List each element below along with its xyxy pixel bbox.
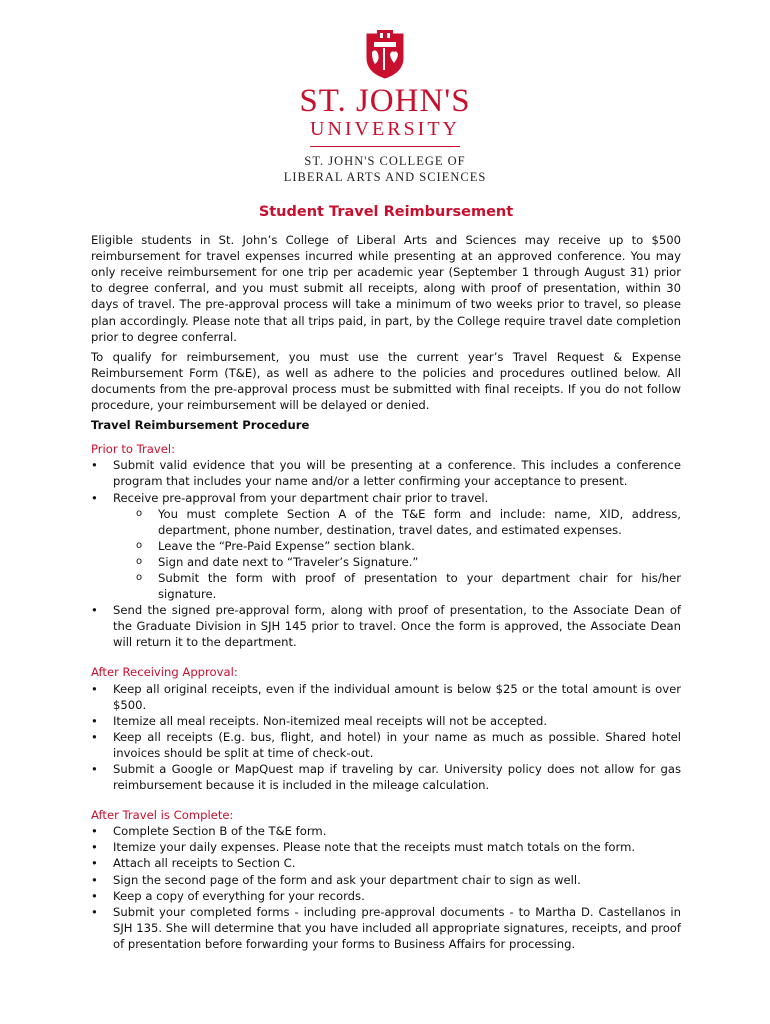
university-seal-logo [363, 30, 407, 80]
letterhead [0, 30, 770, 185]
college-name [0, 146, 770, 185]
list-item: • Submit valid evidence that you will be presenting at a conference. This includes a conference program that includes your name and/or a letter confirming your acceptance to present. [91, 457, 681, 489]
sub-list-item: o Sign and date next to “Traveler’s Signature.” [91, 554, 681, 570]
prior-to-travel-list [91, 457, 681, 650]
list-item: • Keep all original receipts, even if the individual amount is below $25 or the total amount is over $500. [91, 681, 681, 713]
list-item: • Receive pre-approval from your department chair prior to travel. [91, 490, 681, 506]
document-body [91, 204, 681, 952]
list-item: • Submit your completed forms - including pre-approval documents - to Martha D. Castellanos in SJH 135. She will determine that you have included all appropriate signatures, receipts, and proof of presentation before forwarding your forms to Business Affairs for processing. [91, 904, 681, 952]
after-travel-heading: After Travel is Complete: [91, 808, 234, 823]
list-item: • Send the signed pre-approval form, along with proof of presentation, to the Associate Dean of the Graduate Division in SJH 145 prior to travel. Once the form is approved, the Associate Dean will return it to the department. [91, 602, 681, 650]
divider [310, 146, 460, 147]
after-approval-heading: After Receiving Approval: [91, 665, 238, 680]
list-item: • Keep all receipts (E.g. bus, flight, and hotel) in your name as much as possible. Shared hotel invoices should be split at time of check-out. [91, 729, 681, 761]
college-line-1: ST. JOHN'S COLLEGE OF [304, 154, 466, 168]
after-approval-list [91, 681, 681, 794]
list-item: • Submit a Google or MapQuest map if traveling by car. University policy does not allow for gas reimbursement because it is included in the mileage calculation. [91, 761, 681, 793]
prior-to-travel-heading: Prior to Travel: [91, 442, 176, 457]
procedure-heading: Travel Reimbursement Procedure [91, 418, 310, 433]
list-item: • Attach all receipts to Section C. [91, 855, 681, 871]
list-item: • Itemize all meal receipts. Non-itemized meal receipts will not be accepted. [91, 713, 681, 729]
intro-paragraph: Eligible students in St. John’s College of Liberal Arts and Sciences may receive up to $500 reimbursement for travel expenses incurred while presenting at an approved conference. You may only receive reimbursement for one trip per academic year (September 1 through August 31) prior to degree conferral, and you must submit all receipts, along with proof of presentation, within 30 days of travel. The pre-approval process will take a minimum of two weeks prior to travel, so please plan accordingly. Please note that all trips paid, in part, by the College require travel date completion prior to degree conferral. [91, 233, 681, 344]
sub-list-item: o Leave the “Pre-Paid Expense” section blank. [91, 538, 681, 554]
list-item: • Sign the second page of the form and ask your department chair to sign as well. [91, 872, 681, 888]
list-item: • Itemize your daily expenses. Please note that the receipts must match totals on the form. [91, 839, 681, 855]
list-item: • Keep a copy of everything for your records. [91, 888, 681, 904]
sub-list-item: o Submit the form with proof of presentation to your department chair for his/her signature. [91, 570, 681, 602]
college-line-2: LIBERAL ARTS AND SCIENCES [283, 170, 487, 184]
qualify-paragraph: To qualify for reimbursement, you must use the current year’s Travel Request & Expense Reimbursement Form (T&E), as well as adhere to the policies and procedures outlined below. All documents from the pre-approval process must be submitted with final receipts. If you do not follow procedure, your reimbursement will be delayed or denied. [91, 349, 681, 413]
list-item: • Complete Section B of the T&E form. [91, 823, 681, 839]
page-title: Student Travel Reimbursement [258, 204, 514, 220]
sub-list-item: o You must complete Section A of the T&E form and include: name, XID, address, department, phone number, destination, travel dates, and estimated expenses. [91, 506, 681, 538]
after-travel-list [91, 823, 681, 952]
university-name: ST. JOHN'S [299, 83, 471, 119]
university-subtitle: UNIVERSITY [310, 118, 460, 140]
